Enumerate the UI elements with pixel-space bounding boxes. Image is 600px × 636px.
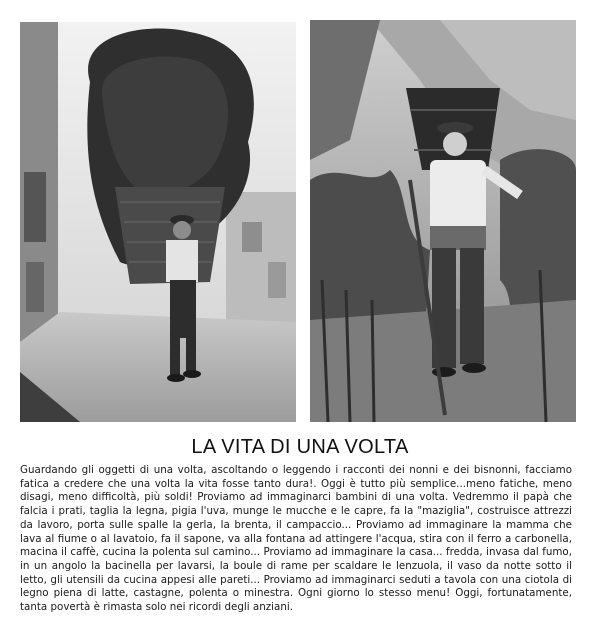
vineyard-boy-illustration — [310, 20, 576, 422]
hay-carrier-illustration — [20, 22, 296, 422]
photo-boy-with-brenta — [310, 20, 576, 422]
body-paragraph: Guardando gli oggetti di una volta, ascoltando o leggendo i racconti dei nonni e dei bisnonni, facciamo fatica a credere che una volta la vita fosse tanto dura!. Oggi è tutto più semplice...meno fatiche, meno disagi, meno difficoltà, più soldi! Proviamo ad immaginarci bambini di una volta. Vedremmo il papà che falcia i prati, taglia la legna, pigia l'uva, munge le mucche e le capre, fa la "maziglia", costruisce attrezzi da lavoro, porta sulle spalle la gerla, la brenta, il campaccio... Proviamo ad immaginare la mamma che lava al fiume o al lavatoio, fa il sapone, va alla fontana ad attingere l'acqua, stira con il ferro a carbonella, macina il caffè, cucina la polenta sul camino... Proviamo ad immaginare la casa... fredda, invasa dal fumo, in un angolo la bacinella per lavarsi, la boule di rame per scaldare le lenzuola, il vaso da notte sotto il letto, gli utensili da cucina appesi alle pareti... Proviamo ad immaginarci seduti a tavola con una ciotola di legno piena di latte, castagne, polenta o minestra. Ogni giorno lo stesso menu! Oggi, fortunatamente, tanta povertà è rimasta solo nei ricordi degli anziani. — [20, 464, 572, 614]
photo-man-carrying-hay — [20, 22, 296, 422]
page-title: LA VITA DI UNA VOLTA — [191, 436, 409, 458]
body-paragraph-block — [20, 464, 572, 615]
